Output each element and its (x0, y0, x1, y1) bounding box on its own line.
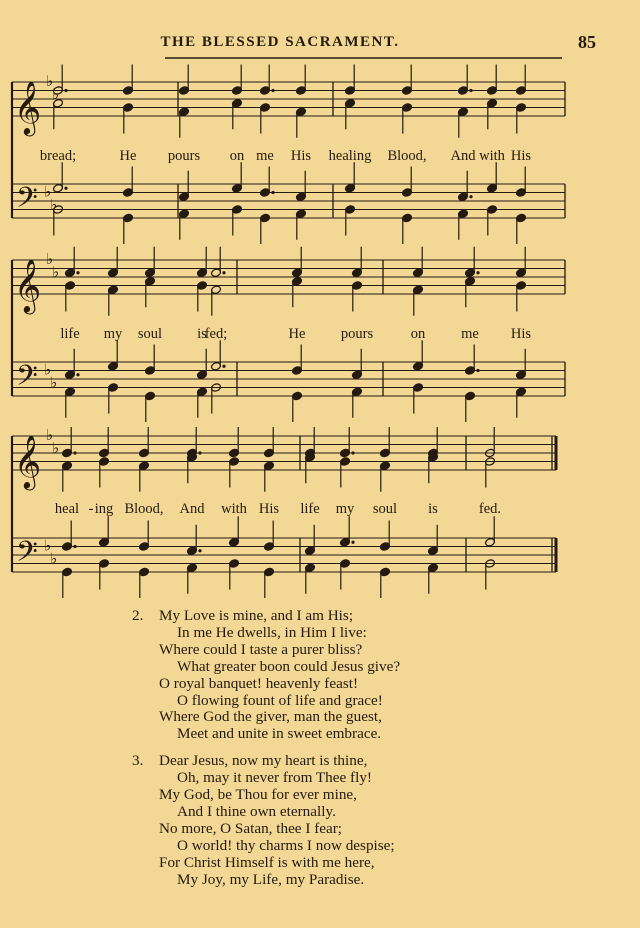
augmentation-dot (351, 451, 354, 454)
lyric-syllable: with (479, 148, 505, 164)
lyric-syllable: healing (328, 148, 372, 164)
augmentation-dot (222, 365, 225, 368)
lyric-syllable: is (197, 326, 207, 342)
verse-line: No more, O Satan, thee I fear; (159, 819, 343, 837)
verse-line: O royal banquet! heavenly feast! (159, 674, 359, 692)
verse-line: Where God the giver, man the guest, (159, 708, 382, 726)
verses (132, 608, 602, 899)
lyric-syllable: ing (94, 501, 114, 517)
verse-line: 3. Dear Jesus, now my heart is thine, (132, 752, 368, 770)
lyric-syllable: He (288, 326, 306, 342)
bass-clef: 𝄢 (16, 535, 38, 576)
lyric-syllable: Blood, (387, 148, 427, 164)
verse-line: And I thine own eternally. (177, 802, 336, 820)
verse-number: 2. (132, 607, 144, 624)
treble-clef: 𝄞 (14, 434, 42, 488)
augmentation-dot (476, 369, 479, 372)
verse-line: My Joy, my Life, my Paradise. (177, 870, 365, 888)
flat-key-signature: ♭ (52, 262, 60, 281)
bass-clef: 𝄢 (16, 181, 38, 222)
lyric-syllable: life (300, 501, 320, 517)
augmentation-dot (64, 187, 67, 190)
verse-line: 2. My Love is mine, and I am His; (132, 607, 354, 624)
lyric-syllable: with (221, 501, 247, 517)
augmentation-dot (469, 89, 472, 92)
lyric-syllable: His (258, 501, 280, 517)
augmentation-dot (73, 451, 76, 454)
flat-key-signature: ♭ (52, 84, 60, 103)
flat-key-signature: ♭ (50, 195, 58, 214)
verse-3 (132, 753, 602, 888)
lyric-syllable: bread; (39, 148, 77, 164)
lyric-syllable: He (119, 148, 137, 164)
treble-clef: 𝄞 (14, 258, 42, 312)
music-systems (12, 65, 565, 599)
lyric-syllable: soul (372, 501, 398, 517)
augmentation-dot (469, 195, 472, 198)
verse-line: My God, be Thou for ever mine, (159, 786, 357, 804)
augmentation-dot (76, 373, 79, 376)
verse-line: Oh, may it never from Thee fly! (177, 769, 372, 787)
lyric-syllable: pours (340, 326, 374, 342)
page-number: 85 (578, 32, 596, 52)
augmentation-dot (222, 271, 225, 274)
lyric-syllable: - (88, 501, 94, 517)
augmentation-dot (73, 545, 76, 548)
verse-line: For Christ Himself is with me here, (159, 853, 375, 871)
flat-key-signature: ♭ (46, 250, 54, 268)
augmentation-dot (271, 191, 274, 194)
augmentation-dot (476, 271, 479, 274)
verse-line: Where could I taste a purer bliss? (159, 640, 363, 658)
augmentation-dot (198, 451, 201, 454)
flat-key-signature: ♭ (46, 426, 54, 444)
verse-number: 3. (132, 752, 144, 770)
lyric-syllable: fed. (478, 501, 502, 517)
music-system (12, 247, 565, 422)
lyric-syllable: on (229, 148, 245, 164)
lyric-syllable: pours (167, 148, 201, 164)
augmentation-dot (198, 549, 201, 552)
augmentation-dot (76, 271, 79, 274)
augmentation-dot (351, 541, 354, 544)
lyric-syllable: Blood, (124, 501, 164, 517)
lyric-syllable: me (256, 148, 274, 164)
lyric-syllable: And (450, 148, 476, 164)
music-system (12, 65, 565, 245)
lyric-syllable: is (428, 501, 438, 517)
verse-line: O world! thy charms I now despise; (177, 836, 395, 854)
treble-clef: 𝄞 (14, 80, 42, 134)
music-system (12, 426, 556, 598)
verse-line: Meet and unite in sweet embrace. (177, 725, 382, 743)
lyric-syllable: And (179, 501, 205, 517)
lyric-syllable: my (335, 501, 355, 517)
lyric-syllable: His (510, 326, 532, 342)
lyric-syllable: heal (54, 501, 80, 517)
lyric-syllable: on (410, 326, 426, 342)
flat-key-signature: ♭ (50, 373, 58, 392)
verse-line: O flowing fount of life and grace! (177, 691, 383, 709)
flat-key-signature: ♭ (46, 72, 54, 90)
lyric-syllable: me (461, 326, 479, 342)
flat-key-signature: ♭ (44, 360, 52, 379)
flat-key-signature: ♭ (44, 182, 52, 201)
lyric-syllable: His (510, 148, 532, 164)
verse-line: In me He dwells, in Him I live: (177, 623, 367, 641)
lyric-syllable: fed; (204, 326, 228, 342)
bass-clef: 𝄢 (16, 359, 38, 400)
lyric-syllable: His (290, 148, 312, 164)
lyric-syllable: life (60, 326, 80, 342)
augmentation-dot (64, 89, 67, 92)
verse-2 (132, 608, 602, 743)
flat-key-signature: ♭ (50, 549, 58, 568)
augmentation-dot (271, 89, 274, 92)
lyric-syllable: my (103, 326, 123, 342)
flat-key-signature: ♭ (44, 536, 52, 555)
verse-line: What greater boon could Jesus give? (177, 657, 401, 675)
page-title: THE BLESSED SACRAMENT. (160, 34, 400, 50)
lyric-syllable: soul (137, 326, 163, 342)
flat-key-signature: ♭ (52, 438, 60, 457)
